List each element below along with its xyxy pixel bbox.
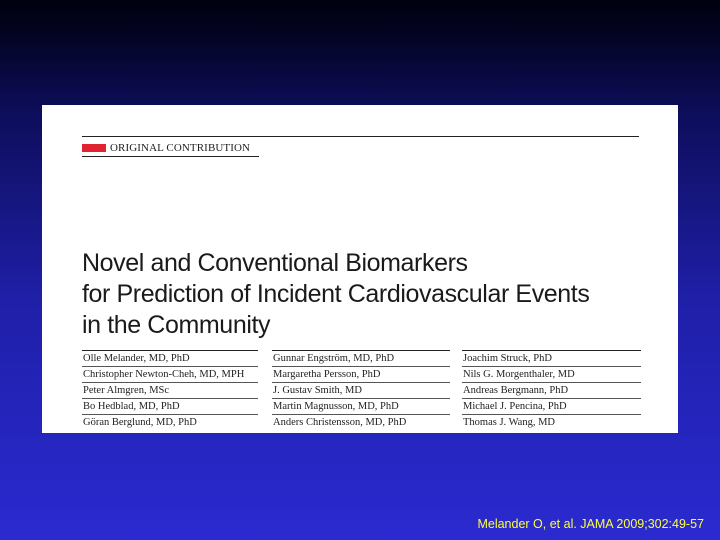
section-underline <box>82 156 259 157</box>
article-screenshot <box>42 105 678 433</box>
header-rule <box>82 136 639 137</box>
title-line: in the Community <box>82 311 271 339</box>
author-name: Margaretha Persson, PhD <box>272 367 450 383</box>
section-label: ORIGINAL CONTRIBUTION <box>110 142 251 154</box>
author-name: Christopher Newton-Cheh, MD, MPH <box>82 367 258 383</box>
author-name: Michael J. Pencina, PhD <box>462 399 641 415</box>
author-name: Peter Almgren, MSc <box>82 383 258 399</box>
author-name: Gunnar Engström, MD, PhD <box>272 351 450 367</box>
author-name: Andreas Bergmann, PhD <box>462 383 641 399</box>
title-line: Novel and Conventional Biomarkers <box>82 249 468 277</box>
author-name: Martin Magnusson, MD, PhD <box>272 399 450 415</box>
section-color-bar <box>82 144 106 152</box>
author-name: Thomas J. Wang, MD <box>463 417 555 428</box>
author-column <box>462 350 641 430</box>
author-name: Nils G. Morgenthaler, MD <box>462 367 641 383</box>
title-line: for Prediction of Incident Cardiovascular Events <box>82 280 590 308</box>
author-name: Göran Berglund, MD, PhD <box>83 417 197 428</box>
author-column <box>82 350 258 430</box>
article-title <box>82 248 662 341</box>
author-list <box>82 350 642 433</box>
author-name: J. Gustav Smith, MD <box>272 383 450 399</box>
author-name: Bo Hedblad, MD, PhD <box>82 399 258 415</box>
author-column <box>272 350 450 430</box>
section-header <box>82 141 250 155</box>
author-name: Anders Christensson, MD, PhD <box>273 417 407 428</box>
citation: Melander O, et al. JAMA 2009;302:49-57 <box>477 517 704 531</box>
author-name: Joachim Struck, PhD <box>462 351 641 367</box>
author-name: Olle Melander, MD, PhD <box>82 351 258 367</box>
